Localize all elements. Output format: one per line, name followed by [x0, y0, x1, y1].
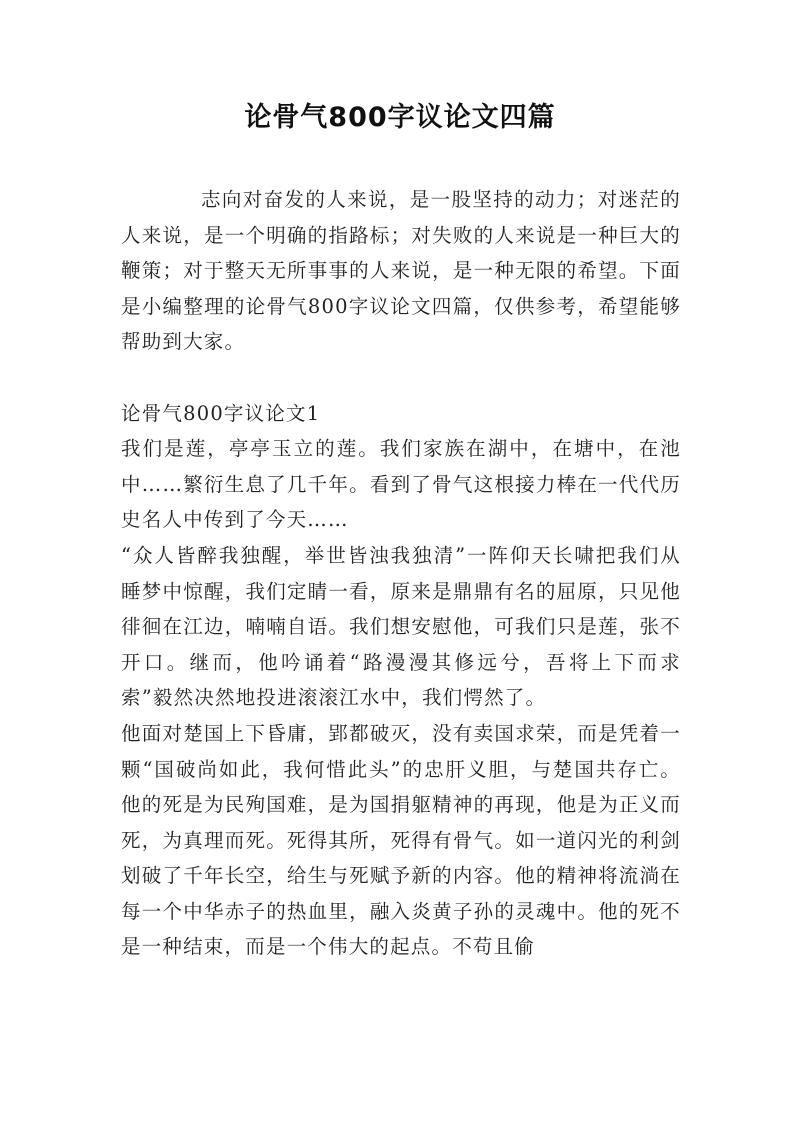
document-body [121, 182, 681, 965]
section-heading: 论骨气800字议论文1 [121, 401, 321, 425]
body-paragraph-1: 我们是莲，亭亭玉立的莲。我们家族在湖中，在塘中，在池中……繁衍生息了几千年。看到了骨气这根接力棒在一代代历史名人中传到了今天…… [121, 437, 681, 532]
body-paragraph-2: “众人皆醉我独醒，举世皆浊我独清”一阵仰天长啸把我们从睡梦中惊醒，我们定睛一看，原来是鼎鼎有名的屈原，只见他徘徊在江边，喃喃自语。我们想安慰他，可我们只是莲，张不开口。继而，他吟诵着“路漫漫其修远兮，吾将上下而求索”毅然决然地投进滚滚江水中，我们愕然了。 [121, 543, 681, 710]
paragraph-spacer [121, 360, 681, 396]
document-title: 论骨气800字议论文四篇 [244, 102, 556, 133]
intro-paragraph: 志向对奋发的人来说，是一股坚持的动力；对迷茫的人来说，是一个明确的指路标；对失败的人来说是一种巨大的鞭策；对于整天无所事事的人来说，是一种无限的希望。下面是小编整理的论骨气800字议论文四篇，仅供参考，希望能够帮助到大家。 [121, 188, 681, 354]
body-paragraph-3: 他面对楚国上下昏庸，郢都破灭，没有卖国求荣，而是凭着一颗“国破尚如此，我何惜此头”的忠肝义胆，与楚国共存亡。他的死是为民殉国难，是为国捐躯精神的再现，他是为正义而死，为真理而死。死得其所，死得有骨气。如一道闪光的利剑划破了千年长空，给生与死赋予新的内容。他的精神将流淌在每一个中华赤子的热血里，融入炎黄子孙的灵魂中。他的死不是一种结束，而是一个伟大的起点。不苟且偷 [121, 721, 681, 959]
